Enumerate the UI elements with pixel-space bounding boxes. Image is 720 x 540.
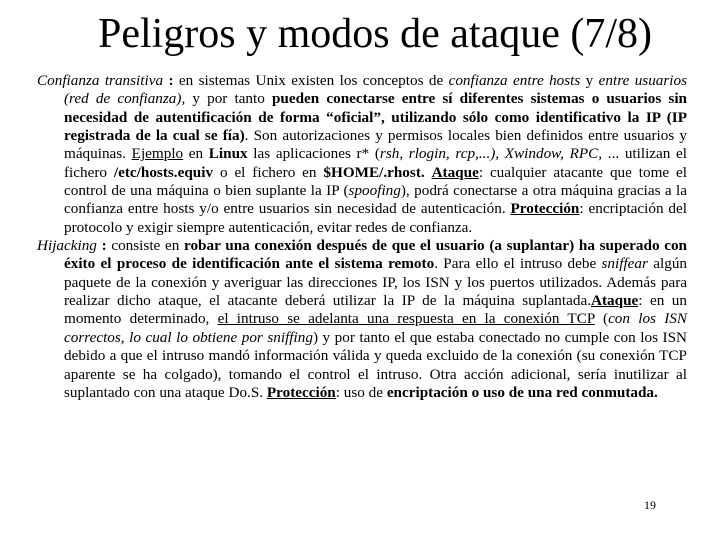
text-run: robar una conexión después de que el usuario (a suplantar) ha superado con éxito el proceso de identificación ante el sistema remoto <box>64 237 688 273</box>
text-run: con los ISN correctos, lo cual lo obtiene por sniffing <box>64 310 688 346</box>
paragraph-hijacking: Hijacking : consiste en robar una conexión después de que el usuario (a suplantar) ha superado con éxito el proceso de identificación ante el sistema remoto. Para ello el intruso debe sniffear algún paquete de la conexión y averiguar las direcciones IP, los ISN y los puertos utilizados. Además para realizar dicho ataque, el atacante deberá utilizar la IP de la máquina suplantada.Ataque: en un momento determinado, el intruso se adelanta una respuesta en la conexión TCP (con los ISN correctos, lo cual lo obtiene por sniffing) y por tanto el que estaba conectado no cumple con los ISN debido a que el intruso mandó información válida y queda excluido de la conexión (su conexión TCP aparente se ha colgado), tomando el control el intruso. Otra acción adicional, sería inutilizar al suplantado con una ataque Do.S. Protección: uso de encriptación o uso de una red conmutada. <box>37 237 688 401</box>
text-run: spoofing <box>348 182 401 200</box>
text-run: Ejemplo <box>131 145 184 163</box>
text-run: : <box>96 237 112 255</box>
text-run: Linux <box>208 145 248 163</box>
text-run: sniffear <box>601 255 648 273</box>
text-run: Confianza transitiva <box>37 72 164 89</box>
text-run: entre usuarios (red de confianza) <box>64 72 688 108</box>
text-run: rsh, rlogin, rcp,...), Xwindow, RPC, <box>379 145 603 163</box>
text-run: Ataque <box>591 292 639 310</box>
slide-title: Peligros y modos de ataque (7/8) <box>97 11 653 57</box>
text-run: : <box>163 72 179 89</box>
text-run: Protección <box>266 383 336 401</box>
text-run: encriptación o uso de una red conmutada. <box>386 383 658 401</box>
text-run: el intruso se adelanta una respuesta en la conexión TCP <box>217 310 595 328</box>
text-run: $HOME/.rhost. <box>323 163 425 181</box>
text-run: confianza entre hosts <box>448 72 581 89</box>
text-run: /etc/hosts.equiv <box>113 163 214 181</box>
text-run: Protección <box>510 200 580 218</box>
text-run: Ataque <box>431 163 479 181</box>
text-run: Hijacking <box>37 237 97 255</box>
page-number: 19 <box>644 498 656 512</box>
paragraph-confianza-transitiva: Confianza transitiva : en sistemas Unix existen los conceptos de confianza entre hosts y entre usuarios (red de confianza), y por tanto pueden conectarse entre sí diferentes sistemas o usuarios sin necesidad de autentificación de forma “oficial”, utilizando sólo como identificativo la IP (IP registrada de la cual se fía). Son autorizaciones y permisos locales bien definidos entre usuarios y máquinas. Ejemplo en Linux las aplicaciones r* (rsh, rlogin, rcp,...), Xwindow, RPC, ... utilizan el fichero /etc/hosts.equiv o el fichero en $HOME/.rhost. Ataque: cualquier atacante que tome el control de una máquina o bien suplante la IP (spoofing), podrá conectarse a otra máquina gracias a la confianza entre hosts y/o entre usuarios sin necesidad de autenticación. Protección: encriptación del protocolo y exigir siempre autenticación, evitar redes de confianza. <box>37 72 688 236</box>
text-run: pueden conectarse entre sí diferentes sistemas o usuarios sin necesidad de autentificación de forma “oficial”, utilizando sólo como identificativo la IP (IP registrada de la cual se fía) <box>64 90 687 145</box>
slide-body <box>37 72 687 402</box>
